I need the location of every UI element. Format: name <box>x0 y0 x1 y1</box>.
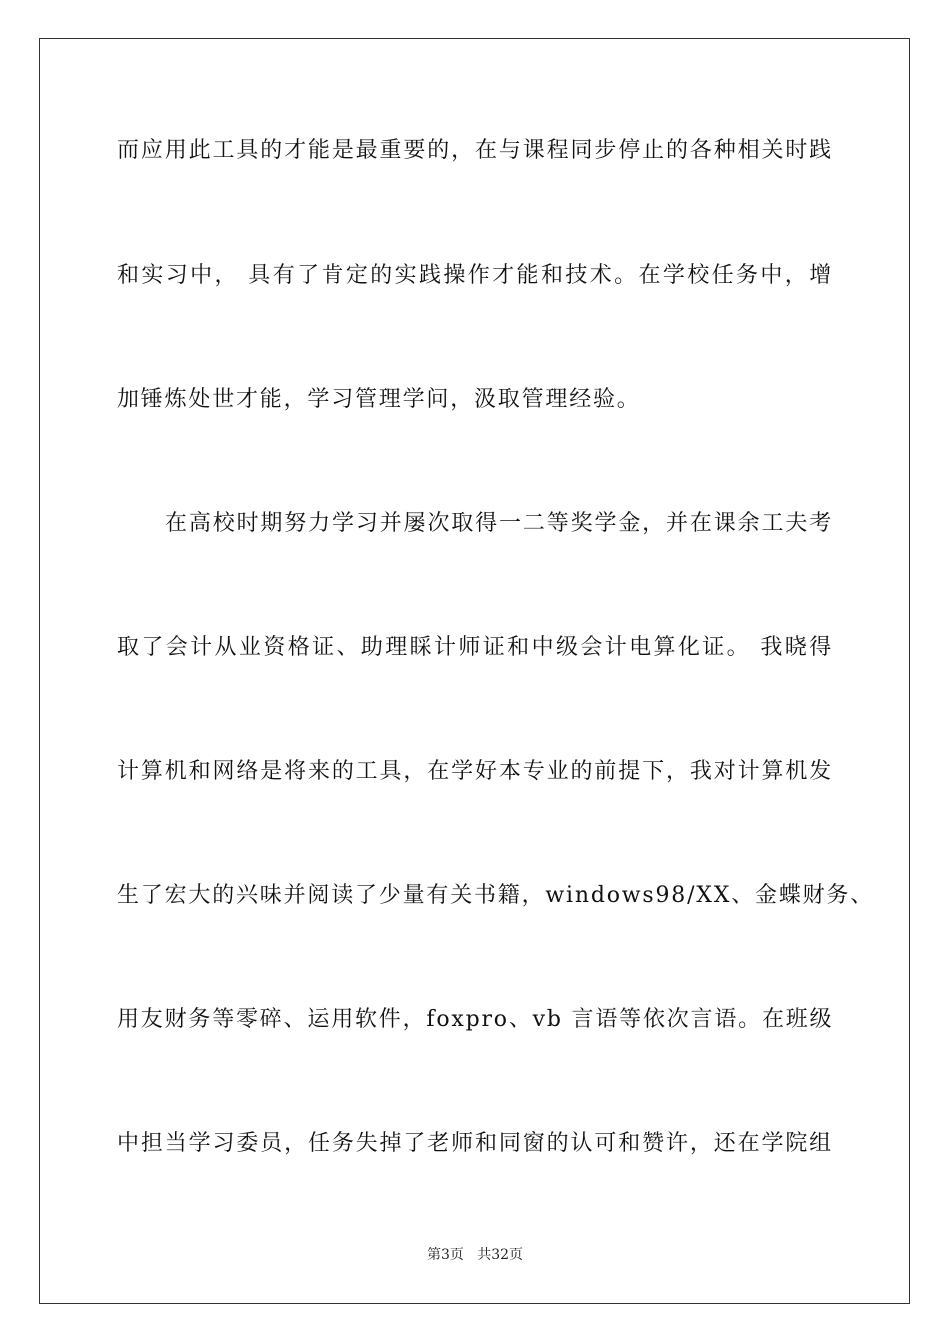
body-text-line: 而应用此工具的才能是最重要的，在与课程同步停止的各种相关时践 <box>117 138 833 163</box>
body-text-line: 取了会计从业资格证、助理睬计师证和中级会计电算化证。 我晓得 <box>117 635 833 660</box>
body-text-line: 和实习中， 具有了肯定的实践操作才能和技术。在学校任务中，增 <box>117 263 833 288</box>
body-text-line: 用友财务等零碎、运用软件，foxpro、vb 言语等依次言语。在班级 <box>117 1007 834 1032</box>
body-text-line: 生了宏大的兴味并阅读了少量有关书籍，windows98/XX、金蝶财务、 <box>117 883 875 908</box>
body-text-line: 计算机和网络是将来的工具，在学好本专业的前提下，我对计算机发 <box>117 759 833 784</box>
paragraph-first-line: 在高校时期努力学习并屡次取得一二等奖学金，并在课余工夫考 <box>165 511 833 536</box>
page-border <box>39 38 910 1304</box>
body-text-line: 中担当学习委员，任务失掉了老师和同窗的认可和赞许，还在学院组 <box>117 1131 833 1156</box>
body-text-line: 加锤炼处世才能，学习管理学问，汲取管理经验。 <box>117 387 641 412</box>
page-number-footer: 第3页 共32页 <box>426 1247 524 1263</box>
